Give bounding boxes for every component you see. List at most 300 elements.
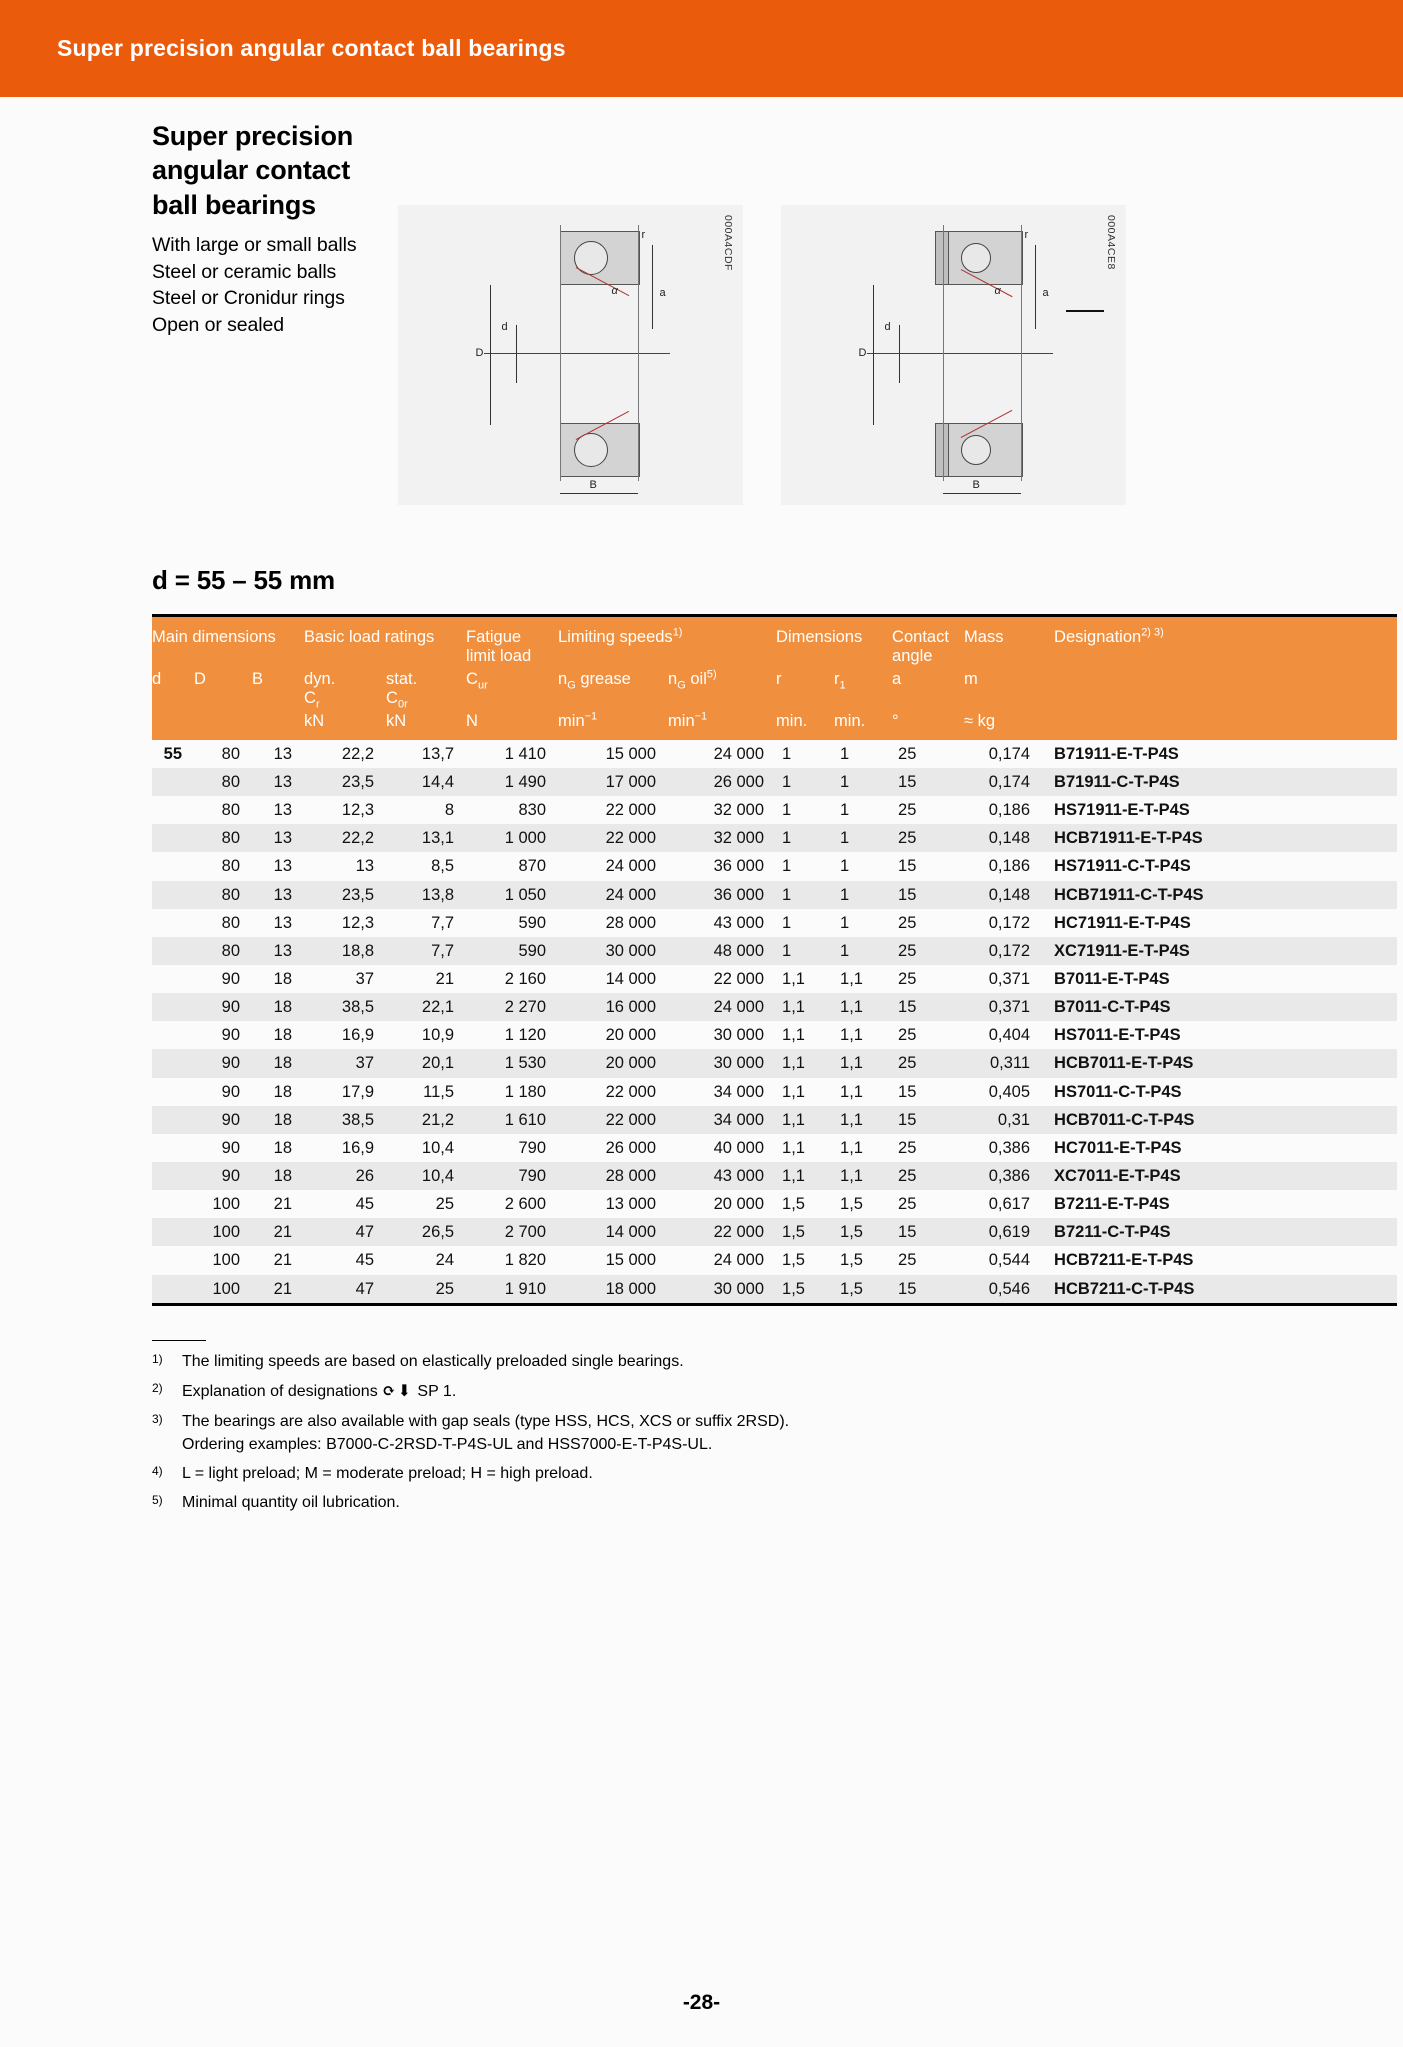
cell-a: 15 xyxy=(892,881,964,909)
bearing-section-diagram-1: d D B r α a xyxy=(456,225,686,485)
cell-r: 1 xyxy=(782,857,792,876)
footnote-1-text: The limiting speeds are based on elastically preloaded single bearings. xyxy=(182,1353,684,1371)
cell-designation: HCB71911-E-T-P4S xyxy=(1042,824,1397,852)
cell-a: 25 xyxy=(892,1162,964,1190)
cell-C0r: 25 xyxy=(435,1195,455,1214)
cell-r: 1 xyxy=(782,744,792,763)
header-limiting-speeds-note: 1) xyxy=(672,626,683,639)
cell-C0r: 20,1 xyxy=(386,1049,466,1077)
cell-B: 13 xyxy=(273,744,293,763)
footnote-2-text xyxy=(182,1379,1302,1403)
cell-m: 0,405 xyxy=(988,1082,1031,1101)
cell-Cur: 1 910 xyxy=(466,1275,558,1303)
header-unit-kn-2: kN xyxy=(386,710,466,740)
cell-D: 80 xyxy=(221,913,240,932)
header-designation xyxy=(1042,617,1397,668)
footnote-5 xyxy=(152,1491,1302,1514)
cell-nG_grease: 14 000 xyxy=(605,969,657,988)
cell-designation: HCB7011-C-T-P4S xyxy=(1042,1106,1397,1134)
cell-C0r: 13,7 xyxy=(421,744,455,763)
cell-r: 1,1 xyxy=(782,1026,805,1045)
cell-nG_grease: 22 000 xyxy=(605,801,657,820)
cell-designation: XC7011-E-T-P4S xyxy=(1042,1162,1397,1190)
cell-nG_oil: 40 000 xyxy=(713,1138,765,1157)
cell-r1: 1 xyxy=(840,857,850,876)
cell-nG_grease: 20 000 xyxy=(558,1049,668,1077)
header-unit-d xyxy=(152,710,194,740)
header-unit-mass: ≈ kg xyxy=(964,710,1042,740)
cell-r1: 1,1 xyxy=(840,1138,863,1157)
table-row xyxy=(152,937,1397,965)
cell-B: 18 xyxy=(252,1162,304,1190)
cell-nG_grease: 15 000 xyxy=(605,744,657,763)
cell-nG_oil: 36 000 xyxy=(668,881,776,909)
header-unit-min-2: $\min^{-1}$ xyxy=(668,710,776,740)
cell-nG_oil: 24 000 xyxy=(668,993,776,1021)
cell-d xyxy=(152,796,194,824)
cell-nG_grease: 17 000 xyxy=(558,768,668,796)
cell-nG_oil: 24 000 xyxy=(713,744,765,763)
cell-designation: HCB7011-E-T-P4S xyxy=(1042,1049,1397,1077)
footnote-3-mark: 3) xyxy=(152,1411,163,1426)
header-sym-stat: stat. $C_{0r}$ xyxy=(386,668,466,710)
cell-nG_grease: 22 000 xyxy=(605,1082,657,1101)
cell-r1: 1,1 xyxy=(834,993,892,1021)
page-number: -28- xyxy=(682,1991,721,2014)
header-limiting-speeds-label: Limiting speeds xyxy=(558,628,673,646)
header-mass xyxy=(964,617,1042,668)
cell-nG_grease: 14 000 xyxy=(558,1218,668,1246)
cell-designation: B71911-E-T-P4S xyxy=(1054,744,1179,763)
scale-mark xyxy=(1066,310,1104,312)
cell-d xyxy=(152,1049,194,1077)
cell-nG_oil: 43 000 xyxy=(713,913,765,932)
cell-m: 0,148 xyxy=(964,824,1042,852)
header-dimensions-label: Dimensions xyxy=(776,628,863,646)
cell-m: 0,186 xyxy=(988,801,1031,820)
table-row xyxy=(152,740,1397,768)
cell-m: 0,546 xyxy=(964,1275,1042,1303)
cell-a: 25 xyxy=(898,969,917,988)
table-row xyxy=(152,796,1397,824)
cell-Cur: 1 180 xyxy=(504,1082,547,1101)
cell-d xyxy=(152,824,194,852)
cell-designation: B71911-C-T-P4S xyxy=(1042,768,1397,796)
cell-r: 1 xyxy=(776,768,834,796)
cell-Cr: 18,8 xyxy=(304,937,386,965)
bearings-table-container xyxy=(152,614,1397,1306)
cell-m: 0,619 xyxy=(964,1218,1042,1246)
cell-a: 25 xyxy=(892,937,964,965)
intro-heading xyxy=(152,119,390,222)
drawing-code-1: 000A4CDF xyxy=(722,215,734,271)
footnote-4-text: L = light preload; M = moderate preload; H = high preload. xyxy=(182,1464,593,1482)
cell-C0r: 8 xyxy=(444,801,455,820)
cell-B: 13 xyxy=(252,824,304,852)
cell-a: 25 xyxy=(898,1195,917,1214)
header-sym-r1: $r_1$ xyxy=(834,668,892,710)
cell-d: 55 xyxy=(163,744,182,763)
cell-nG_grease: 26 000 xyxy=(605,1138,657,1157)
cell-a: 25 xyxy=(898,1251,917,1270)
cell-D: 90 xyxy=(221,1138,240,1157)
bearing-drawing-1 xyxy=(398,205,743,505)
cell-D: 80 xyxy=(194,768,252,796)
table-header-group-row xyxy=(152,617,1397,668)
cell-m: 0,617 xyxy=(988,1195,1031,1214)
cell-Cur: 790 xyxy=(466,1162,558,1190)
cell-m: 0,31 xyxy=(964,1106,1042,1134)
intro-heading-line-3: ball bearings xyxy=(152,189,316,220)
cell-designation: B7011-C-T-P4S xyxy=(1042,993,1397,1021)
cell-nG_oil: 24 000 xyxy=(713,1251,765,1270)
cell-r: 1,5 xyxy=(776,1218,834,1246)
table-row xyxy=(152,1190,1397,1218)
drawing-code-2: 000A4CE8 xyxy=(1105,215,1117,270)
table-row xyxy=(152,965,1397,993)
cell-nG_grease: 20 000 xyxy=(605,1026,657,1045)
cell-B: 18 xyxy=(252,993,304,1021)
footnote-1-mark: 1) xyxy=(152,1352,163,1367)
cell-Cur: 1 410 xyxy=(504,744,547,763)
table-body xyxy=(152,740,1397,1303)
table-row xyxy=(152,1218,1397,1246)
cell-B: 18 xyxy=(252,1106,304,1134)
cell-B: 21 xyxy=(252,1218,304,1246)
footnote-3 xyxy=(152,1410,1302,1456)
cell-r1: 1,5 xyxy=(840,1251,863,1270)
intro-block xyxy=(0,97,390,505)
header-title: Super precision angular contact ball bearings xyxy=(57,35,566,61)
cell-Cr: 17,9 xyxy=(341,1082,375,1101)
cell-nG_oil: 20 000 xyxy=(713,1195,765,1214)
bearing-drawing-2 xyxy=(781,205,1126,505)
cell-D: 90 xyxy=(194,1162,252,1190)
cell-Cur: 2 160 xyxy=(504,969,547,988)
cell-nG_grease: 15 000 xyxy=(605,1251,657,1270)
cell-D: 80 xyxy=(221,801,240,820)
cell-nG_oil: 43 000 xyxy=(668,1162,776,1190)
cell-r: 1,1 xyxy=(782,1082,805,1101)
cell-nG_grease: 30 000 xyxy=(558,937,668,965)
cell-r1: 1,1 xyxy=(840,969,863,988)
table-header xyxy=(152,617,1397,740)
cell-B: 18 xyxy=(252,1049,304,1077)
header-sym-nG-grease: $n_G$ grease xyxy=(558,668,668,710)
cell-B: 18 xyxy=(273,1138,293,1157)
cell-nG_oil: 34 000 xyxy=(668,1106,776,1134)
cell-Cr: 38,5 xyxy=(304,1106,386,1134)
cell-designation: B7011-E-T-P4S xyxy=(1054,969,1170,988)
cell-Cr: 13 xyxy=(355,857,375,876)
cell-r: 1 xyxy=(782,913,792,932)
cell-Cr: 22,2 xyxy=(341,744,375,763)
cell-nG_grease: 28 000 xyxy=(605,913,657,932)
cell-C0r: 14,4 xyxy=(386,768,466,796)
cell-Cr: 37 xyxy=(355,969,375,988)
header-sym-a: a xyxy=(892,668,964,710)
cell-designation: HC7011-E-T-P4S xyxy=(1054,1138,1182,1157)
cell-nG_grease: 24 000 xyxy=(558,881,668,909)
cell-m: 0,174 xyxy=(964,768,1042,796)
table-row xyxy=(152,1275,1397,1303)
header-main-dimensions-label: Main dimensions xyxy=(152,628,276,646)
header-main-dimensions xyxy=(152,617,304,668)
cell-d xyxy=(152,1162,194,1190)
cell-nG_grease: 13 000 xyxy=(605,1195,657,1214)
cell-m: 0,186 xyxy=(988,857,1031,876)
cell-d xyxy=(152,1078,194,1106)
cell-D: 90 xyxy=(221,1026,240,1045)
cell-nG_oil: 30 000 xyxy=(668,1049,776,1077)
cell-nG_oil: 22 000 xyxy=(713,969,765,988)
cell-nG_oil: 26 000 xyxy=(668,768,776,796)
footnote-5-text: Minimal quantity oil lubrication. xyxy=(182,1494,400,1512)
footnote-5-mark: 5) xyxy=(152,1493,163,1508)
cell-nG_grease: 16 000 xyxy=(558,993,668,1021)
top-section xyxy=(0,97,1403,505)
cell-a: 25 xyxy=(898,913,917,932)
cell-Cur: 1 000 xyxy=(466,824,558,852)
cell-Cur: 830 xyxy=(518,801,547,820)
header-fatigue-limit-load-label: Fatigue limit load xyxy=(466,628,532,665)
cell-D: 80 xyxy=(194,881,252,909)
cell-a: 25 xyxy=(898,1138,917,1157)
cell-r: 1,5 xyxy=(782,1251,805,1270)
cell-a: 25 xyxy=(898,744,917,763)
header-mass-label: Mass xyxy=(964,628,1004,646)
cell-D: 80 xyxy=(194,824,252,852)
cell-Cur: 1 490 xyxy=(466,768,558,796)
header-sym-D: D xyxy=(194,668,252,710)
cell-D: 80 xyxy=(221,744,240,763)
cell-a: 25 xyxy=(898,1026,917,1045)
cell-r1: 1,1 xyxy=(834,1049,892,1077)
cell-d xyxy=(152,881,194,909)
footnote-4-mark: 4) xyxy=(152,1463,163,1478)
cell-Cur: 790 xyxy=(518,1138,547,1157)
header-unit-r-min: min. xyxy=(776,710,834,740)
table-row xyxy=(152,1246,1397,1274)
cell-designation: HS7011-C-T-P4S xyxy=(1054,1082,1182,1101)
cross-reference-icon: ⟳⬇ xyxy=(382,1381,413,1401)
cell-designation: XC71911-E-T-P4S xyxy=(1042,937,1397,965)
header-sym-Cur: $C_{ur}$ xyxy=(466,668,558,710)
cell-Cur: 1 820 xyxy=(504,1251,547,1270)
cell-Cur: 590 xyxy=(466,937,558,965)
footnote-3-text xyxy=(182,1410,1302,1456)
cell-D: 100 xyxy=(212,1251,240,1270)
header-dimensions xyxy=(776,617,892,668)
cell-C0r: 7,7 xyxy=(431,913,455,932)
cell-B: 13 xyxy=(273,913,293,932)
cell-r: 1,1 xyxy=(776,993,834,1021)
cell-r: 1,5 xyxy=(776,1275,834,1303)
cell-r1: 1,1 xyxy=(840,1082,863,1101)
table-row xyxy=(152,1021,1397,1049)
header-unit-degree: ° xyxy=(892,710,964,740)
cell-d xyxy=(152,993,194,1021)
intro-line-3: Steel or Cronidur rings xyxy=(152,287,345,310)
cell-a: 15 xyxy=(892,1106,964,1134)
header-sym-nG-oil: $n_G$ oil$^{5)}$ xyxy=(668,668,776,710)
cell-r: 1,1 xyxy=(776,1106,834,1134)
header-designation-label: Designation xyxy=(1054,628,1142,646)
header-sym-dyn: dyn. $C_r$ xyxy=(304,668,386,710)
cell-d xyxy=(152,1275,194,1303)
drawings-row xyxy=(398,205,1126,505)
cell-r: 1,5 xyxy=(782,1195,805,1214)
footnote-1 xyxy=(152,1350,1302,1373)
cell-B: 13 xyxy=(252,937,304,965)
cell-Cr: 16,9 xyxy=(341,1138,375,1157)
cell-Cur: 870 xyxy=(518,857,547,876)
header-sym-r: r xyxy=(776,668,834,710)
cell-m: 0,174 xyxy=(988,744,1031,763)
cell-designation: HCB7211-C-T-P4S xyxy=(1042,1275,1397,1303)
cell-r1: 1 xyxy=(834,881,892,909)
cell-r: 1 xyxy=(782,801,792,820)
cell-Cur: 2 600 xyxy=(504,1195,547,1214)
cell-r1: 1,5 xyxy=(834,1218,892,1246)
table-row xyxy=(152,1106,1397,1134)
cell-a: 25 xyxy=(892,1049,964,1077)
cell-nG_oil: 34 000 xyxy=(713,1082,765,1101)
cell-nG_grease: 28 000 xyxy=(558,1162,668,1190)
cell-C0r: 21,2 xyxy=(386,1106,466,1134)
cell-r1: 1 xyxy=(840,744,850,763)
cell-r1: 1,1 xyxy=(840,1026,863,1045)
cell-B: 13 xyxy=(273,857,293,876)
cell-Cr: 37 xyxy=(304,1049,386,1077)
cell-Cr: 38,5 xyxy=(304,993,386,1021)
cell-D: 90 xyxy=(194,1106,252,1134)
intro-heading-line-1: Super precision xyxy=(152,121,354,151)
cell-B: 21 xyxy=(273,1195,293,1214)
intro-line-4: Open or sealed xyxy=(152,313,284,336)
cell-B: 21 xyxy=(252,1275,304,1303)
cell-D: 80 xyxy=(194,937,252,965)
cell-nG_grease: 18 000 xyxy=(558,1275,668,1303)
intro-line-2: Steel or ceramic balls xyxy=(152,260,337,283)
footnotes-block xyxy=(152,1340,1302,1515)
cell-Cr: 12,3 xyxy=(341,913,375,932)
cell-D: 90 xyxy=(194,993,252,1021)
cell-C0r: 21 xyxy=(435,969,455,988)
header-contact-angle-label: Contact angle xyxy=(892,628,949,665)
cell-C0r: 11,5 xyxy=(423,1082,455,1101)
cell-m: 0,404 xyxy=(988,1026,1031,1045)
cell-m: 0,311 xyxy=(964,1049,1042,1077)
cell-B: 13 xyxy=(273,801,293,820)
table-row xyxy=(152,993,1397,1021)
cell-a: 15 xyxy=(898,1082,917,1101)
cell-nG_grease: 22 000 xyxy=(558,1106,668,1134)
intro-line-1: With large or small balls xyxy=(152,233,357,256)
cell-Cr: 23,5 xyxy=(304,881,386,909)
cell-designation: B7211-C-T-P4S xyxy=(1042,1218,1397,1246)
cell-d xyxy=(152,1106,194,1134)
table-row xyxy=(152,824,1397,852)
header-designation-note: 2) 3) xyxy=(1141,626,1164,639)
cell-designation: HC71911-E-T-P4S xyxy=(1054,913,1191,932)
cell-C0r: 8,5 xyxy=(431,857,455,876)
cell-d xyxy=(152,768,194,796)
cell-r1: 1,1 xyxy=(834,1162,892,1190)
cell-r1: 1 xyxy=(840,913,850,932)
cell-designation: HCB7211-E-T-P4S xyxy=(1054,1251,1194,1270)
cell-C0r: 10,4 xyxy=(386,1162,466,1190)
cell-r1: 1,5 xyxy=(840,1195,863,1214)
diameter-range-title: d = 55 – 55 mm xyxy=(152,565,335,595)
cell-r: 1 xyxy=(776,824,834,852)
cell-D: 100 xyxy=(194,1275,252,1303)
cell-D: 100 xyxy=(212,1195,240,1214)
cell-r: 1,1 xyxy=(776,1162,834,1190)
cell-a: 15 xyxy=(892,768,964,796)
cell-a: 25 xyxy=(898,801,917,820)
cell-C0r: 24 xyxy=(435,1251,455,1270)
table-row xyxy=(152,909,1397,937)
cell-Cur: 1 050 xyxy=(466,881,558,909)
intro-heading-line-2: angular contact xyxy=(152,155,351,186)
cell-r1: 1,5 xyxy=(834,1275,892,1303)
cell-designation: HS71911-E-T-P4S xyxy=(1054,801,1190,820)
cell-m: 0,172 xyxy=(988,913,1031,932)
cell-B: 13 xyxy=(252,768,304,796)
header-basic-load-ratings xyxy=(304,617,466,668)
cell-B: 18 xyxy=(273,1026,293,1045)
header-sym-B: B xyxy=(252,668,304,710)
footnote-2-text-part-2: SP 1. xyxy=(417,1383,457,1401)
cell-Cr: 45 xyxy=(355,1251,375,1270)
header-unit-D xyxy=(194,710,252,740)
cell-Cr: 23,5 xyxy=(304,768,386,796)
table-row xyxy=(152,1078,1397,1106)
header-sym-m: m xyxy=(964,668,1042,710)
table-row xyxy=(152,1049,1397,1077)
table-row xyxy=(152,881,1397,909)
cell-C0r: 7,7 xyxy=(386,937,466,965)
header-sym-designation-blank xyxy=(1042,668,1397,710)
header-fatigue-limit-load xyxy=(466,617,558,668)
cell-B: 21 xyxy=(273,1251,293,1270)
cell-d xyxy=(152,965,194,993)
cell-Cur: 590 xyxy=(518,913,547,932)
cell-m: 0,386 xyxy=(988,1138,1031,1157)
cell-Cr: 45 xyxy=(355,1195,375,1214)
cell-nG_oil: 30 000 xyxy=(713,1026,765,1045)
cell-d xyxy=(152,852,194,880)
cell-r: 1,1 xyxy=(782,1138,805,1157)
cell-r: 1 xyxy=(776,937,834,965)
cell-designation: HS71911-C-T-P4S xyxy=(1054,857,1191,876)
cell-Cr: 16,9 xyxy=(341,1026,375,1045)
cell-r1: 1 xyxy=(834,937,892,965)
cell-Cr: 26 xyxy=(304,1162,386,1190)
cell-nG_oil: 30 000 xyxy=(668,1275,776,1303)
table-header-symbol-row xyxy=(152,668,1397,710)
cell-D: 80 xyxy=(221,857,240,876)
cell-d xyxy=(152,937,194,965)
cell-C0r: 13,8 xyxy=(386,881,466,909)
header-unit-r1-min: min. xyxy=(834,710,892,740)
cell-Cr: 12,3 xyxy=(341,801,375,820)
cell-a: 15 xyxy=(898,857,917,876)
cell-designation: B7211-E-T-P4S xyxy=(1054,1195,1170,1214)
cell-d xyxy=(152,1134,194,1162)
cell-D: 90 xyxy=(221,1082,240,1101)
